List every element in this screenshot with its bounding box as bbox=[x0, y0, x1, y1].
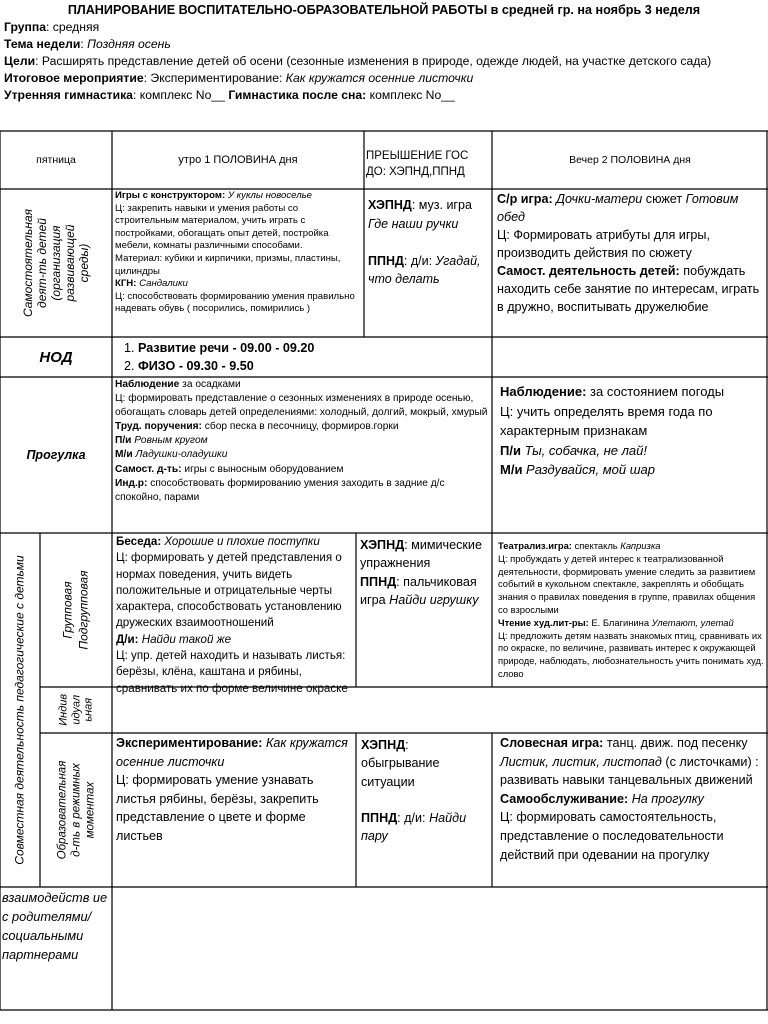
independent-g-text1: : муз. игра bbox=[411, 198, 472, 212]
regime-m-label: Экспериментирование: bbox=[116, 736, 266, 750]
independent-g-text2: : д/и: bbox=[403, 253, 436, 268]
group-e-title: Капризка bbox=[620, 540, 661, 551]
regime-e-goal2: Ц: формировать самостоятельность, представление о последовательности действий при одевании на прогулку bbox=[500, 810, 724, 862]
col-morning-label: утро 1 ПОЛОВИНА дня bbox=[178, 154, 298, 166]
walk-m-mi: Ладушки-оладушки bbox=[135, 449, 228, 461]
independent-e-title2: Готовим обед bbox=[497, 192, 739, 224]
walk-m-self-label: Самост. д-ть: bbox=[115, 463, 182, 475]
group-g-text2: : пальчиковая игра bbox=[360, 574, 477, 607]
theme-sep: : bbox=[80, 37, 88, 51]
row-parents-text: взаимодейств ие с родителями/ социальными партнерами bbox=[2, 890, 108, 962]
group-label: Группа bbox=[4, 20, 47, 34]
gym-line bbox=[4, 87, 764, 104]
walk-m-labor: сбор песка в песочницу, формиров.горки bbox=[201, 421, 399, 433]
gym-label: Утренняя гимнастика bbox=[4, 88, 133, 102]
group-m-di-goal: Ц: упр. детей находить и называть листья: берёзы, клёна, каштана и рябины, сравнивать их по форме величине окраске bbox=[116, 649, 348, 695]
row-individual-label bbox=[40, 687, 112, 733]
group-e-read-title: Улетают, улетай bbox=[651, 616, 734, 628]
row-joint-text: Совместная деятельность педагогические с детьми bbox=[13, 555, 28, 865]
nod-item-1 bbox=[138, 339, 488, 357]
walk-e-mi-label: М/и bbox=[500, 462, 527, 477]
col-gos-line1: ПРЕЫШЕНИЕ ГОС bbox=[366, 150, 469, 162]
group-m-label: Беседа: bbox=[116, 535, 165, 548]
row-independent-text: Самостоятельная деят-ть детей (организация развивающей среды) bbox=[21, 208, 91, 318]
row-regime-text: Образовательная д-ть в режимных моментах bbox=[56, 760, 96, 860]
walk-m-obs: за осадками bbox=[179, 379, 241, 390]
group-e-read: Е. Благинина bbox=[588, 616, 652, 628]
final-prefix: : Экспериментирование: bbox=[143, 71, 286, 85]
walk-m-ind: способствовать формированию умения заходить в задние д/с спокойно, парами bbox=[115, 477, 445, 503]
row-walk-text: Прогулка bbox=[26, 448, 86, 462]
walk-m-mi-label: М/и bbox=[115, 449, 136, 461]
group-e-read-label: Чтение худ.лит-ры: bbox=[498, 616, 589, 628]
regime-m-title: Как кружатся осенние листочки bbox=[116, 736, 348, 769]
walk-e-pi-label: П/и bbox=[500, 442, 525, 458]
group-e-read-goal: Ц: предложить детям назвать знакомых птиц, сравнивать их по окраске, по величине, развивать интерес к окружающей природе, наблюдать, любознательность учить понимать худ. слово bbox=[498, 629, 764, 679]
final-line bbox=[4, 70, 764, 87]
row-individual-text: Индив идуал ьная bbox=[57, 694, 95, 726]
col-evening-label: Вечер 2 ПОЛОВИНА дня bbox=[569, 154, 691, 166]
col-gos-line2: ДО: ХЭПНД,ППНД bbox=[366, 166, 465, 178]
regime-g-text1: : обыгрывание ситуации bbox=[361, 738, 440, 789]
group-m-di: Найди такой же bbox=[141, 632, 232, 646]
independent-g-label: ХЭПНД bbox=[368, 198, 412, 212]
independent-e-label: С/р игра: bbox=[497, 192, 557, 206]
regime-e-label: Словесная игра: bbox=[500, 736, 607, 750]
final-value: Как кружатся осенние листочки bbox=[285, 71, 474, 85]
col-gos bbox=[364, 148, 492, 188]
regime-evening bbox=[500, 734, 765, 886]
document-header bbox=[4, 2, 764, 104]
nod-list bbox=[114, 339, 488, 377]
walk-m-obs-label: Наблюдение bbox=[115, 379, 180, 390]
group-m-di-label: Д/и: bbox=[116, 632, 142, 646]
independent-m-goal: Ц: закрепить навыки и умения работы со строительным материалом, учить играть с постройками, обогащать опыт детей, постройка мебели, комнаты различными способами. bbox=[115, 202, 329, 252]
group-morning bbox=[116, 534, 354, 695]
walk-m-self: игры с выносным оборудованием bbox=[181, 463, 344, 475]
regime-gos bbox=[361, 736, 490, 886]
row-group-text: Групповая Подгрупповая bbox=[61, 570, 91, 650]
walk-e-obs-label: Наблюдение: bbox=[500, 384, 587, 399]
group-line bbox=[4, 19, 764, 36]
col-morning bbox=[112, 131, 364, 189]
independent-gos bbox=[368, 196, 490, 336]
gym2-value: комплекс No__ bbox=[366, 88, 455, 102]
regime-e-title: Листик, листик, листопад bbox=[500, 754, 662, 769]
independent-e-mid: сюжет bbox=[642, 192, 686, 206]
regime-g-label: ХЭПНД bbox=[361, 738, 406, 752]
regime-e-text: танц. движ. под песенку bbox=[606, 736, 748, 750]
row-independent-label bbox=[0, 189, 112, 337]
group-value: : средняя bbox=[46, 20, 100, 34]
independent-e-label2: Самост. деятельность детей: bbox=[497, 264, 680, 278]
walk-m-pi: Ровным кругом bbox=[134, 435, 208, 447]
row-nod-text: НОД bbox=[39, 348, 73, 366]
nod-item-2-text: ФИЗО - 09.30 - 9.50 bbox=[138, 359, 254, 373]
group-g-label: ХЭПНД bbox=[360, 538, 405, 552]
row-walk-label bbox=[0, 377, 112, 533]
group-g-text1: : мимические упражнения bbox=[360, 538, 482, 571]
independent-kgn-label: КГН: bbox=[115, 278, 140, 290]
row-parents-label bbox=[2, 888, 110, 1009]
regime-morning bbox=[116, 734, 354, 886]
independent-e-title: Дочки-матери bbox=[556, 192, 643, 206]
nod-item-1-text: Развитие речи - 09.00 - 09.20 bbox=[138, 341, 315, 355]
group-e-text: спектакль bbox=[571, 540, 621, 551]
walk-e-mi: Раздувайся, мой шар bbox=[526, 462, 655, 477]
col-evening bbox=[492, 131, 768, 189]
regime-e-label2: Самообслуживание: bbox=[500, 791, 632, 806]
group-evening bbox=[498, 540, 764, 686]
row-nod-label bbox=[0, 337, 112, 377]
regime-g-title2: Найди пару bbox=[361, 811, 467, 844]
independent-m-title: У куклы новоселье bbox=[227, 190, 312, 201]
walk-e-obs: за состоянием погоды bbox=[586, 384, 725, 399]
group-m-goal: Ц: формировать у детей представления о нормах поведения, учить видеть положительные и отрицательные черты характера, способствовать установлению дружеских взаимоотношений bbox=[116, 551, 342, 630]
group-gos bbox=[360, 536, 490, 686]
group-e-label: Театрализ.игра: bbox=[498, 540, 572, 551]
walk-m-goal: Ц: формировать представление о сезонных изменениях в природе осенью, обогащать словарь детей определениями: холодный, долгий, мокрый, хмурый bbox=[115, 393, 488, 419]
independent-evening bbox=[497, 190, 765, 336]
gym2-label: Гимнастика после сна: bbox=[228, 88, 367, 102]
goals-line bbox=[4, 53, 764, 70]
regime-e-text2: (с листочками) : развивать навыки танцевальных движений bbox=[500, 754, 759, 788]
regime-g-text2: : д/и: bbox=[397, 811, 430, 826]
independent-m-label: Игры с конструктором: bbox=[115, 190, 228, 201]
independent-kgn-title: Сандалики bbox=[139, 278, 188, 290]
goals-value: : Расширять представление детей об осени (сезонные изменения в природе, одежде людей, на участке детского сада) bbox=[35, 54, 712, 68]
row-group-label bbox=[40, 533, 112, 687]
nod-item-2 bbox=[138, 357, 488, 375]
independent-e-text2: побуждать находить себе занятие по интересам, играть в дружно, воспитывать дружелюбие bbox=[497, 264, 760, 314]
independent-g-title: Где наши ручки bbox=[368, 216, 459, 231]
group-e-goal: Ц: пробуждать у детей интерес к театрализованной деятельности, формировать умение следить за развитием событий в кукольном спектакле, закреплять и обобщать знания о правилах поведения в группе, правилах общения со взрослыми bbox=[498, 552, 756, 615]
walk-evening bbox=[500, 382, 765, 532]
theme-label: Тема недели bbox=[4, 37, 81, 51]
independent-g-label2: ППНД bbox=[368, 253, 404, 268]
regime-g-label2: ППНД bbox=[361, 811, 398, 826]
group-g-title2: Найди игрушку bbox=[389, 592, 479, 607]
regime-m-goal: Ц: формировать умение узнавать листья рябины, берёзы, закрепить представление о цвете и форме листьев bbox=[116, 773, 319, 843]
independent-m-material: Материал: кубики и кирпичики, призмы, пластины, цилиндры bbox=[115, 252, 341, 277]
gym-value: : комплекс No__ bbox=[132, 88, 229, 102]
theme-line bbox=[4, 36, 764, 53]
independent-e-goal: Ц: Формировать атрибуты для игры, производить действия по сюжету bbox=[497, 228, 710, 260]
walk-e-pi: Ты, собачка, не лай! bbox=[524, 442, 647, 458]
group-g-label2: ППНД bbox=[360, 574, 397, 589]
document-title: ПЛАНИРОВАНИЕ ВОСПИТАТЕЛЬНО-ОБРАЗОВАТЕЛЬНОЙ РАБОТЫ в средней гр. на ноябрь 3 неделя bbox=[67, 3, 701, 17]
walk-m-ind-label: Инд.р: bbox=[115, 477, 148, 489]
theme-value: Поздняя осень bbox=[87, 37, 171, 51]
regime-e-title2: На прогулку bbox=[631, 791, 704, 806]
goals-label: Цели bbox=[4, 54, 36, 68]
group-m-title: Хорошие и плохие поступки bbox=[164, 535, 320, 548]
col-day-label: пятница bbox=[36, 153, 76, 166]
walk-e-goal: Ц: учить определять время года по характерным признакам bbox=[500, 403, 713, 438]
row-joint-label bbox=[0, 533, 40, 887]
independent-kgn-goal: Ц: способствовать формированию умения правильно надевать обувь ( посорились, помирились ) bbox=[115, 290, 355, 315]
independent-morning bbox=[115, 190, 362, 336]
col-day bbox=[0, 131, 112, 189]
walk-morning bbox=[115, 378, 490, 532]
independent-g-title2: Угадай, что делать bbox=[368, 253, 481, 286]
row-regime-label bbox=[40, 733, 112, 887]
final-label: Итоговое мероприятие bbox=[4, 71, 144, 85]
walk-m-labor-label: Труд. поручения: bbox=[115, 421, 202, 433]
walk-m-pi-label: П/и bbox=[115, 435, 135, 447]
